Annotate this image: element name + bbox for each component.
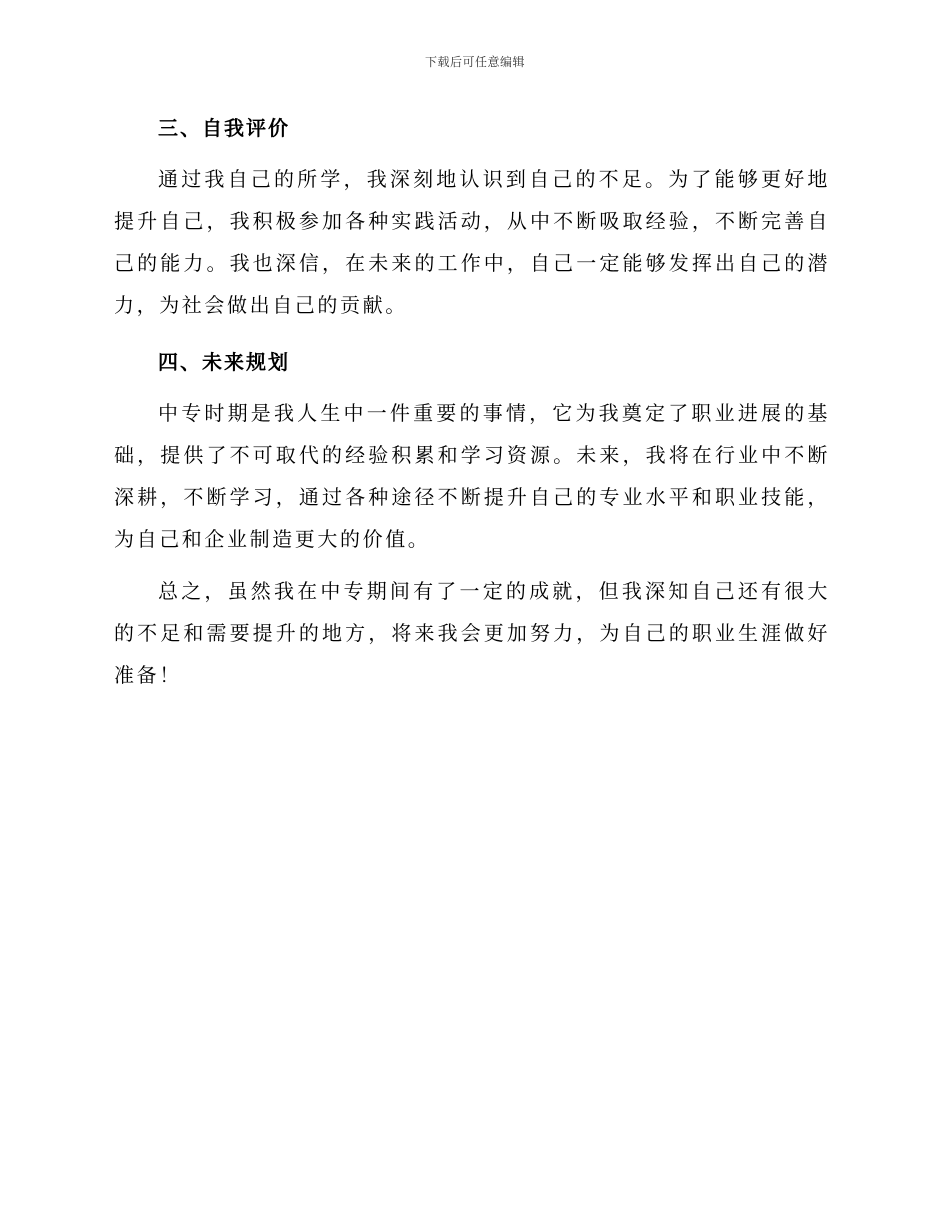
section-spacer <box>114 326 830 334</box>
conclusion-paragraph: 总之，虽然我在中专期间有了一定的成就，但我深知自己还有很大的不足和需要提升的地方，将来我会更加努力，为自己的职业生涯做好准备！ <box>114 579 830 687</box>
self-evaluation-paragraph: 通过我自己的所学，我深刻地认识到自己的不足。为了能够更好地提升自己，我积极参加各种实践活动，从中不断吸取经验，不断完善自己的能力。我也深信，在未来的工作中，自己一定能够发挥出自己的潜力，为社会做出自己的贡献。 <box>114 167 830 317</box>
document-body <box>114 108 830 696</box>
section-heading-future-plan: 四、未来规划 <box>158 350 290 374</box>
future-plan-paragraph: 中专时期是我人生中一件重要的事情，它为我奠定了职业进展的基础，提供了不可取代的经验积累和学习资源。未来，我将在行业中不断深耕，不断学习，通过各种途径不断提升自己的专业水平和职业技能，为自己和企业制造更大的价值。 <box>114 401 830 551</box>
page-header: 下载后可任意编辑 <box>424 55 525 69</box>
section-heading-self-evaluation: 三、自我评价 <box>158 116 290 140</box>
